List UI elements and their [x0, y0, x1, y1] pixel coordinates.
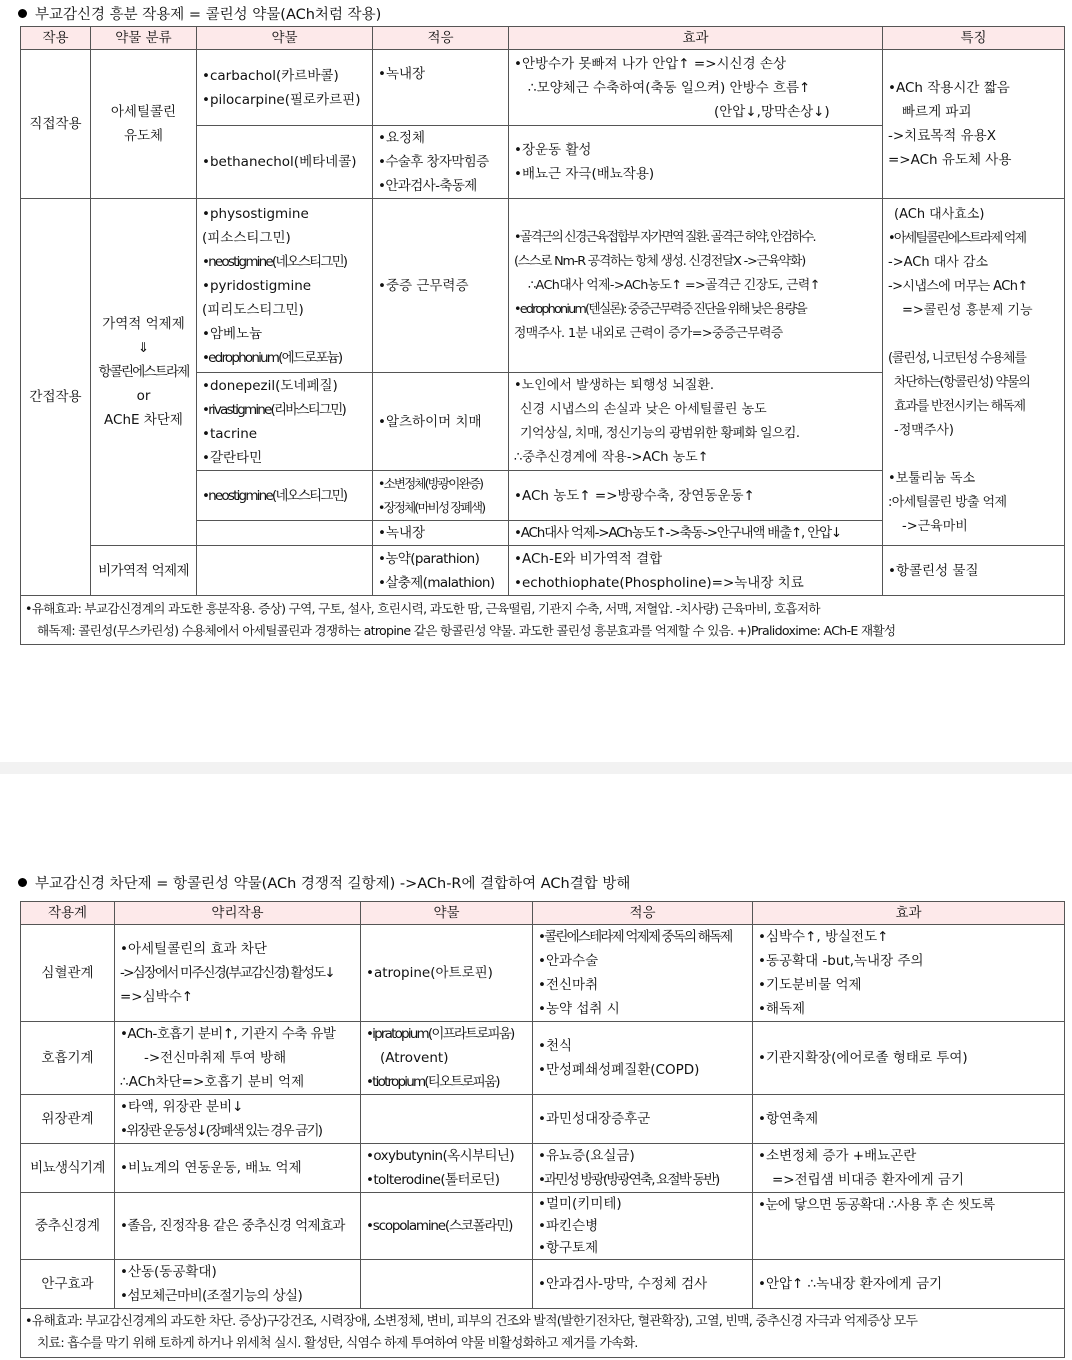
section2-footer — [21, 1309, 1065, 1358]
effect-line: =>전립샘 비대증 환자에게 금기 — [772, 1172, 964, 1188]
direct-action-cell — [21, 50, 91, 199]
table-row — [21, 199, 1065, 373]
indication-item: •전신마취 — [538, 977, 599, 993]
feature-line: =>콜린성 흥분제 기능 — [902, 303, 1033, 318]
indication-item: •유뇨증(요실금) — [538, 1148, 635, 1164]
bullet-icon — [18, 878, 27, 887]
effect-line: •ACh대사 억제->ACh농도↑->축동->안구내액 배출↑, 안압↓ — [514, 525, 842, 541]
table-row — [21, 1193, 1065, 1260]
table-row — [21, 925, 1065, 1022]
indication-item: •녹내장 — [378, 66, 426, 82]
treatment-note: 치료: 흡수를 막기 위해 토하게 하거나 위세척 실시. 활성탄, 식염수 하제 투여하여 약물 비활성화하고 제거를 가속화. — [37, 1336, 638, 1351]
header-effect: 효과 — [509, 27, 883, 50]
effect-line: •소변정체 증가 +배뇨곤란 — [758, 1148, 917, 1164]
footer-row — [21, 596, 1065, 645]
effect-line: •기도분비물 억제 — [758, 977, 862, 993]
page-separator — [0, 762, 1072, 774]
irreversible-effect-cell — [509, 546, 883, 596]
indication-item: •안과수술 — [538, 953, 599, 969]
drug-item: •tolterodine(톨터로딘) — [366, 1172, 500, 1188]
drug-item: •tacrine — [202, 425, 258, 442]
effect-cell — [753, 1095, 1065, 1144]
effect-line: •echothiophate(Phospholine)=>녹내장 치료 — [514, 574, 804, 591]
indirect-class-line: ⇓ — [137, 340, 150, 356]
drug-cell — [361, 925, 533, 1022]
feature-line: =>ACh 유도체 사용 — [888, 152, 1012, 168]
section1-footer — [21, 596, 1065, 645]
indirect-drug-cell-2 — [197, 373, 373, 471]
drug-cell — [361, 1095, 533, 1144]
indirect-drug-cell-1 — [197, 199, 373, 373]
indirect-class-cell — [91, 199, 197, 546]
mechanism-cell — [115, 1260, 361, 1309]
table-row — [21, 1022, 1065, 1095]
direct-feature-cell — [883, 50, 1065, 199]
indication-item: •과민성대장증후군 — [538, 1111, 651, 1127]
indirect-indication-cell-3 — [373, 471, 509, 521]
direct-drug-cell-1 — [197, 50, 373, 126]
drug-item: •갈란타민 — [202, 449, 263, 466]
effect-line: •edrophonium(텐실론): 중증근무력증 진단을 위해 낮은 용량을 — [514, 301, 806, 317]
table-row — [21, 1260, 1065, 1309]
drug-cell — [361, 1144, 533, 1193]
system-label: 호흡기계 — [41, 1050, 94, 1066]
bullet-icon — [18, 9, 27, 18]
effect-line: ∴모양체근 수축하여(축동 일으켜) 안방수 흐름↑ — [528, 79, 811, 96]
direct-class-line: 유도체 — [123, 128, 164, 144]
indication-item: •멀미(키미테) — [538, 1196, 622, 1212]
irreversible-drug-cell — [197, 546, 373, 596]
effect-cell — [753, 1144, 1065, 1193]
feature-line: •보툴리눔 독소 — [888, 471, 976, 486]
feature-line: 빠르게 파괴 — [902, 104, 972, 120]
direct-effect-cell-2 — [509, 126, 883, 199]
drug-item: •bethanechol(베타네콜) — [202, 154, 357, 170]
indirect-indication-cell-2 — [373, 373, 509, 471]
effect-line: ∴중추신경계에 작용->ACh 농도↑ — [514, 449, 709, 465]
drug-cell — [361, 1022, 533, 1095]
header-class: 약물 분류 — [91, 27, 197, 50]
mechanism-line: •타액, 위장관 분비↓ — [120, 1099, 244, 1115]
indirect-feature-cell — [883, 199, 1065, 546]
mechanism-line: •섬모체근마비(조절기능의 상실) — [120, 1288, 303, 1304]
direct-indication-cell-1 — [373, 50, 509, 126]
indication-item: •살충제(malathion) — [378, 574, 495, 591]
antidote-note: 해독제: 콜린성(무스카린성) 수용체에서 아세틸콜린과 경쟁하는 atropine 같은 항콜린성 약물. 과도한 콜린성 흥분효과를 억제할 수 있음. +)Pralidoxime: ACh-E 재활성 — [37, 623, 896, 638]
system-cell — [21, 1193, 115, 1260]
drug-item: •edrophonium(에드로포늄) — [202, 349, 342, 366]
mechanism-cell — [115, 1193, 361, 1260]
effect-line: 기억상실, 치매, 정신기능의 광범위한 황폐화 일으킴. — [520, 425, 800, 441]
drug-item: •ipratopium(이프라트로피움) — [366, 1026, 514, 1042]
feature-line: •아세틸콜린에스트라제 억제 — [888, 231, 1026, 246]
feature-line: 효과를 반전시키는 해독제 — [894, 399, 1025, 414]
header-row — [21, 902, 1065, 925]
irreversible-feature-cell — [883, 546, 1065, 596]
header-indication: 적응 — [373, 27, 509, 50]
indication-item: •농약 섭취 시 — [538, 1001, 620, 1017]
irreversible-class-label: 비가역적 억제제 — [98, 562, 189, 579]
feature-line: •ACh 작용시간 짧음 — [888, 80, 1010, 96]
system-label: 중추신경계 — [34, 1218, 101, 1234]
indication-item: •알츠하이머 치매 — [378, 413, 482, 430]
effect-line: ∴ACh대사 억제->ACh농도↑ =>골격근 긴장도, 근력↑ — [528, 277, 820, 293]
indication-item: •농약(parathion) — [378, 550, 480, 567]
feature-line — [888, 443, 1059, 467]
header-indication: 적응 — [533, 902, 753, 925]
indication-item: •만성폐쇄성폐질환(COPD) — [538, 1062, 700, 1078]
indirect-class-line: AChE 차단제 — [104, 412, 183, 428]
mechanism-line: •산동(동공확대) — [120, 1264, 217, 1280]
adverse-effect-note: •유해효과: 부교감신경계의 과도한 차단. 증상)구강건조, 시력장애, 소변정체, 변비, 피부의 건조와 발적(발한기전차단, 혈관확장), 고열, 빈맥, 중추신경 자극과 억제증상 모두 — [25, 1314, 918, 1329]
effect-line: •안방수가 못빠져 나가 안압↑ =>시신경 손상 — [514, 55, 787, 72]
effect-line: (안압↓,망막손상↓) — [714, 103, 830, 120]
indication-cell — [533, 925, 753, 1022]
indication-cell — [533, 1144, 753, 1193]
mechanism-cell — [115, 1144, 361, 1193]
header-row — [21, 27, 1065, 50]
system-cell — [21, 1095, 115, 1144]
indication-item: •중증 근무력증 — [378, 277, 469, 294]
effect-line: 정맥주사. 1분 내외로 근력이 증가=>중증근무력증 — [514, 325, 783, 341]
indication-item: •소변정체(방광이완증) — [378, 475, 483, 491]
irreversible-indication-cell — [373, 546, 509, 596]
indirect-effect-cell-1 — [509, 199, 883, 373]
section2-title-text: 부교감신경 차단제 = 항콜린성 약물(ACh 경쟁적 길항제) ->ACh-R에 결합하여 ACh결합 방해 — [35, 876, 631, 892]
effect-line: •장운동 활성 — [514, 142, 592, 158]
mechanism-cell — [115, 1022, 361, 1095]
indication-item: •장정체(마비성 장폐색) — [378, 499, 485, 515]
feature-line: ->ACh 대사 감소 — [888, 255, 989, 270]
drug-item: (Atrovent) — [380, 1050, 449, 1066]
indication-item: •과민성 방광(방광연축, 요절박 동반) — [538, 1172, 719, 1188]
footer-row — [21, 1309, 1065, 1358]
mechanism-line: =>심박수↑ — [120, 989, 194, 1005]
drug-item: •atropine(아트로핀) — [366, 965, 493, 981]
effect-line: •ACh-E와 비가역적 결합 — [514, 550, 663, 567]
system-label: 심혈관계 — [41, 965, 94, 981]
feature-line — [888, 323, 1059, 347]
drug-item: •tiotropium(티오트로피움) — [366, 1074, 499, 1090]
anticholinergic-table — [20, 901, 1065, 1358]
feature-line: ->치료목적 유용X — [888, 128, 996, 144]
feature-line: -정맥주사) — [894, 423, 954, 438]
drug-cell — [361, 1260, 533, 1309]
indication-item: •요정체 — [378, 130, 426, 146]
direct-class-cell — [91, 50, 197, 199]
drug-item: (피소스티그민) — [202, 229, 291, 246]
indirect-drug-cell-4 — [197, 521, 373, 546]
effect-cell — [753, 1022, 1065, 1095]
feature-line: ->시냅스에 머무는 ACh↑ — [888, 279, 1028, 294]
mechanism-line: •졸음, 진정작용 같은 중추신경 억제효과 — [120, 1218, 345, 1234]
drug-item: (피리도스티그민) — [202, 301, 304, 318]
indirect-class-line: 항콜린에스트라제 — [98, 364, 189, 380]
indirect-action-cell — [21, 199, 91, 596]
effect-line: •ACh 농도↑ =>방광수축, 장연동운동↑ — [514, 487, 755, 504]
system-cell — [21, 1144, 115, 1193]
section1-title-text: 부교감신경 흥분 작용제 = 콜린성 약물(ACh처럼 작용) — [35, 7, 382, 23]
effect-line: 신경 시냅스의 손실과 낮은 아세틸콜린 농도 — [520, 401, 767, 417]
mechanism-line: ∴ACh차단=>호흡기 분비 억제 — [120, 1074, 305, 1090]
header-system: 작용계 — [21, 902, 115, 925]
mechanism-line: •ACh-호흡기 분비↑, 기관지 수축 유발 — [120, 1026, 336, 1042]
effect-line: •눈에 닿으면 동공확대 ∴사용 후 손 씻도록 — [758, 1197, 995, 1213]
system-cell — [21, 1260, 115, 1309]
effect-line: •기관지확장(에어로졸 형태로 투여) — [758, 1050, 968, 1066]
drug-item: •neostigmine(네오스티그민) — [202, 253, 347, 270]
feature-line: :아세틸콜린 방출 억제 — [888, 495, 1007, 510]
direct-drug-cell-2 — [197, 126, 373, 199]
indication-item: •파킨슨병 — [538, 1218, 599, 1234]
indication-item: •수술후 창자막힘증 — [378, 154, 489, 170]
drug-item: •neostigmine(네오스티그민) — [202, 487, 347, 504]
header-mechanism: 약리작용 — [115, 902, 361, 925]
drug-item: •pyridostigmine — [202, 277, 312, 294]
drug-cell — [361, 1193, 533, 1260]
effect-cell — [753, 925, 1065, 1022]
drug-item: •donepezil(도네페질) — [202, 377, 338, 394]
header-feature: 특징 — [883, 27, 1065, 50]
drug-item: •physostigmine — [202, 205, 309, 222]
drug-item: •oxybutynin(옥시부티닌) — [366, 1148, 514, 1164]
effect-line: •안압↑ ∴녹내장 환자에게 금기 — [758, 1276, 943, 1292]
effect-line: (스스로 Nm-R 공격하는 항체 생성. 신경전달X ->근육약화) — [514, 253, 805, 269]
header-action: 작용 — [21, 27, 91, 50]
indirect-effect-cell-3 — [509, 471, 883, 521]
indication-cell — [533, 1260, 753, 1309]
effect-line: •심박수↑, 방실전도↑ — [758, 929, 889, 945]
direct-class-line: 아세틸콜린 — [110, 104, 177, 120]
indirect-class-line: 가역적 억제제 — [102, 316, 185, 332]
indirect-class-line: or — [136, 388, 151, 404]
header-drug: 약물 — [197, 27, 373, 50]
adverse-effect-note: •유해효과: 부교감신경계의 과도한 흥분작용. 증상) 구역, 구토, 설사, 흐린시력, 과도한 땀, 근육떨림, 기관지 수축, 서맥, 저혈압. -치사량) 근육마비, 호흡저하 — [25, 601, 820, 616]
mechanism-cell — [115, 925, 361, 1022]
mechanism-cell — [115, 1095, 361, 1144]
direct-effect-cell-1 — [509, 50, 883, 126]
mechanism-line: •위장관 운동성↓(장폐색 있는 경우 금기) — [120, 1123, 322, 1139]
table-row — [21, 546, 1065, 596]
table-row — [21, 1144, 1065, 1193]
indication-cell — [533, 1095, 753, 1144]
direct-indication-cell-2 — [373, 126, 509, 199]
indirect-effect-cell-4 — [509, 521, 883, 546]
drug-item: •rivastigmine(리바스티그민) — [202, 401, 345, 418]
header-effect: 효과 — [753, 902, 1065, 925]
indirect-action-label: 간접작용 — [29, 389, 82, 405]
indication-item: •천식 — [538, 1038, 573, 1054]
drug-item: •scopolamine(스코폴라민) — [366, 1218, 513, 1234]
feature-line: (콜린성, 니코틴성 수용체를 — [888, 351, 1026, 366]
effect-cell — [753, 1193, 1065, 1260]
indication-cell — [533, 1193, 753, 1260]
header-drug: 약물 — [361, 902, 533, 925]
effect-line: •항연축제 — [758, 1111, 819, 1127]
direct-action-label: 직접작용 — [29, 116, 82, 132]
section1-title — [18, 3, 381, 24]
drug-item: •carbachol(카르바콜) — [202, 67, 339, 84]
mechanism-line: ->전신마취제 투여 방해 — [144, 1050, 287, 1066]
cholinergic-table — [20, 26, 1065, 645]
system-label: 안구효과 — [41, 1276, 94, 1292]
system-cell — [21, 925, 115, 1022]
feature-line: ->근육마비 — [902, 519, 968, 534]
irreversible-class-cell — [91, 546, 197, 596]
indication-cell — [533, 1022, 753, 1095]
indirect-drug-cell-3 — [197, 471, 373, 521]
system-label: 위장관계 — [41, 1111, 94, 1127]
indication-item: •안과검사-망막, 수정체 검사 — [538, 1276, 708, 1292]
indication-item: •녹내장 — [378, 525, 426, 541]
feature-line: •항콜린성 물질 — [888, 562, 979, 579]
indication-item: •항구토제 — [538, 1240, 599, 1256]
effect-line: •해독제 — [758, 1001, 806, 1017]
effect-line: •배뇨근 자극(배뇨작용) — [514, 166, 655, 182]
indirect-indication-cell-1 — [373, 199, 509, 373]
mechanism-line: •비뇨계의 연동운동, 배뇨 억제 — [120, 1160, 302, 1176]
effect-line: •노인에서 발생하는 퇴행성 뇌질환. — [514, 377, 715, 393]
system-cell — [21, 1022, 115, 1095]
section2-title — [18, 872, 630, 893]
table-row — [21, 1095, 1065, 1144]
effect-line: •동공확대 -but,녹내장 주의 — [758, 953, 924, 969]
table-row — [21, 50, 1065, 126]
mechanism-line: ->심장에서 미주신경(부교감신경) 활성도↓ — [120, 965, 334, 981]
system-label: 비뇨생식기계 — [30, 1160, 105, 1176]
feature-line: (ACh 대사효소) — [894, 207, 985, 222]
effect-cell — [753, 1260, 1065, 1309]
mechanism-line: •아세틸콜린의 효과 차단 — [120, 941, 267, 957]
indication-item: •안과검사-축동제 — [378, 178, 477, 194]
indirect-effect-cell-2 — [509, 373, 883, 471]
effect-line: •골격근의 신경근육접합부 자가면역 질환. 골격근 허약, 안검하수. — [514, 229, 815, 245]
drug-item: •암베노늄 — [202, 325, 263, 342]
feature-line: 차단하는(항콜린성) 약물의 — [894, 375, 1030, 390]
indication-item: •콜린에스테라제 억제제 중독의 해독제 — [538, 929, 732, 945]
indirect-indication-cell-4 — [373, 521, 509, 546]
drug-item: •pilocarpine(필로카르핀) — [202, 91, 361, 108]
